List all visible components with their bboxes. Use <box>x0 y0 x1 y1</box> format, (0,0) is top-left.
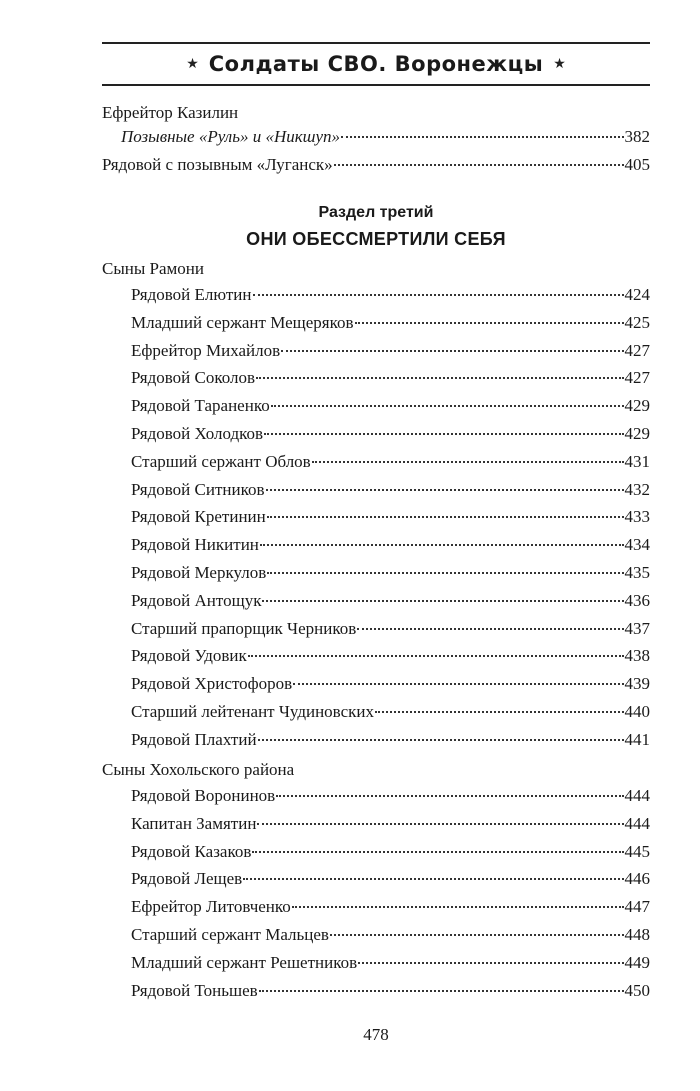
toc-entry[interactable] <box>131 506 650 528</box>
toc-entry-page: 448 <box>624 925 650 944</box>
dot-leader <box>266 489 624 491</box>
toc-entry[interactable] <box>131 451 650 473</box>
toc-entry[interactable] <box>131 673 650 695</box>
dot-leader <box>248 655 624 657</box>
dot-leader <box>243 878 623 880</box>
toc-entry-page: 435 <box>624 563 650 582</box>
toc-entry[interactable] <box>131 896 650 918</box>
dot-leader <box>264 433 623 435</box>
toc-entry-label: Рядовой Кретинин <box>131 507 266 527</box>
dot-leader <box>281 350 623 352</box>
toc-entry-page: 432 <box>624 479 650 499</box>
toc-entry-label: Рядовой Холодков <box>131 424 264 443</box>
toc-entry-page: 431 <box>624 451 650 471</box>
toc-entry-page: 433 <box>624 507 650 527</box>
dot-leader <box>252 851 623 853</box>
toc-entry-label: Рядовой Воронинов <box>131 786 276 805</box>
toc-entry[interactable] <box>131 868 650 890</box>
toc-entry-label: Рядовой Христофоров <box>131 674 293 694</box>
toc-entry[interactable] <box>131 924 650 946</box>
toc-entry-page: 424 <box>624 285 650 304</box>
toc-entry-label: Рядовой Елютин <box>131 285 252 304</box>
dot-leader <box>256 377 623 379</box>
toc-entry[interactable] <box>131 312 650 334</box>
group-title-khokhol: Сыны Хохольского района <box>102 760 295 779</box>
toc-entry[interactable] <box>131 729 650 751</box>
toc-entry-label: Рядовой Соколов <box>131 368 256 388</box>
toc-entry-page: 427 <box>624 368 650 388</box>
toc-entry-label: Рядовой Антощук <box>131 590 262 610</box>
dot-leader <box>357 628 623 630</box>
toc-entry[interactable] <box>131 284 650 306</box>
dot-leader <box>330 934 624 936</box>
toc-entry-label: Рядовой Ситников <box>131 479 265 499</box>
toc-entry-label: Рядовой Тараненко <box>131 396 270 416</box>
toc-entry-label: Младший сержант Мещеряков <box>131 312 354 332</box>
toc-entry-page: 437 <box>624 618 650 638</box>
toc-entry-label: Ефрейтор Литовченко <box>131 897 291 917</box>
toc-entry[interactable] <box>131 590 650 612</box>
dot-leader <box>375 711 623 713</box>
toc-entry-label: Ефрейтор Михайлов <box>131 340 281 360</box>
toc-entry[interactable] <box>131 645 650 667</box>
dot-leader <box>258 739 624 741</box>
toc-entry-label: Рядовой Никитин <box>131 535 259 555</box>
toc-entry-page: 444 <box>624 786 650 805</box>
toc-entry-label: Рядовой Тоньшев <box>131 980 258 1000</box>
group-title-ramon: Сыны Рамони <box>102 259 204 278</box>
toc-entry-page: 447 <box>624 897 650 917</box>
toc-entry-label: Рядовой Меркулов <box>131 563 267 582</box>
dot-leader <box>271 405 624 407</box>
star-right-icon: ★ <box>553 56 566 72</box>
toc-entry-label: Рядовой Удовик <box>131 646 247 666</box>
toc-entry-page: 439 <box>624 674 650 694</box>
toc-entry-kazilin: Ефрейтор Казилин <box>102 103 239 122</box>
toc-entry[interactable] <box>131 340 650 362</box>
toc-entry[interactable] <box>131 479 650 501</box>
toc-entry-page: 444 <box>624 813 650 833</box>
toc-entry[interactable] <box>131 980 650 1002</box>
toc-entry[interactable] <box>131 813 650 835</box>
toc-entry[interactable] <box>131 395 650 417</box>
dot-leader <box>292 906 624 908</box>
toc-entry-page: 382 <box>624 127 650 146</box>
dot-leader <box>293 683 623 685</box>
toc-entry-page: 446 <box>624 869 650 889</box>
toc-entry[interactable] <box>131 952 650 974</box>
dot-leader <box>334 164 624 166</box>
toc-entry-page: 429 <box>624 396 650 416</box>
toc-entry-label: Рядовой Казаков <box>131 841 252 861</box>
dot-leader <box>312 461 624 463</box>
dot-leader <box>358 962 623 964</box>
toc-entry-page: 436 <box>624 590 650 610</box>
toc-entry[interactable] <box>131 841 650 863</box>
dot-leader <box>253 294 624 296</box>
toc-entry-label: Старший сержант Мальцев <box>131 925 329 944</box>
star-left-icon: ★ <box>186 56 199 72</box>
section-label: Раздел третий <box>318 204 434 221</box>
toc-entry-kazilin-sub[interactable] <box>121 126 650 148</box>
toc-entry-page: 440 <box>624 702 650 721</box>
toc-entry-label: Старший сержант Облов <box>131 451 311 471</box>
toc-entry-page: 438 <box>624 646 650 666</box>
dot-leader <box>262 600 623 602</box>
toc-entry-label: Капитан Замятин <box>131 813 257 833</box>
toc-entry-label: Рядовой с позывным «Луганск» <box>102 155 333 174</box>
toc-entry-page: 429 <box>624 424 650 443</box>
toc-entry-page: 427 <box>624 340 650 360</box>
toc-entry-page: 405 <box>624 155 650 174</box>
toc-entry-label: Старший лейтенант Чудиновских <box>131 702 375 721</box>
dot-leader <box>259 990 624 992</box>
dot-leader <box>260 544 624 546</box>
toc-entry-label: Рядовой Лещев <box>131 869 243 889</box>
dot-leader <box>276 795 623 797</box>
toc-entry[interactable] <box>131 785 650 807</box>
section-title: ОНИ ОБЕССМЕРТИЛИ СЕБЯ <box>246 229 506 249</box>
toc-entry-lugansk[interactable] <box>102 154 650 176</box>
dot-leader <box>257 823 623 825</box>
toc-entry-page: 425 <box>624 312 650 332</box>
toc-entry-label: Младший сержант Решетников <box>131 952 358 972</box>
toc-entry-page: 441 <box>624 729 650 749</box>
dot-leader <box>355 322 624 324</box>
toc-entry-label: Старший прапорщик Черников <box>131 618 357 638</box>
toc-entry[interactable] <box>131 562 650 584</box>
toc-entry[interactable] <box>131 367 650 389</box>
toc-entry[interactable] <box>131 423 650 445</box>
toc-entry[interactable] <box>131 701 650 723</box>
toc-entry[interactable] <box>131 618 650 640</box>
dot-leader <box>267 516 624 518</box>
page-number: 478 <box>363 1025 389 1044</box>
book-title: Солдаты СВО. Воронежцы <box>208 52 544 76</box>
toc-entry-page: 450 <box>624 980 650 1000</box>
toc-entry[interactable] <box>131 534 650 556</box>
running-header <box>102 42 650 86</box>
dot-leader <box>341 136 623 138</box>
toc-entry-label: Рядовой Плахтий <box>131 729 257 749</box>
toc-entry-label: Позывные «Руль» и «Никшуп» <box>121 127 341 146</box>
toc-entry-page: 449 <box>624 952 650 972</box>
dot-leader <box>267 572 623 574</box>
toc-entry-page: 445 <box>624 841 650 861</box>
toc-entry-page: 434 <box>624 535 650 555</box>
